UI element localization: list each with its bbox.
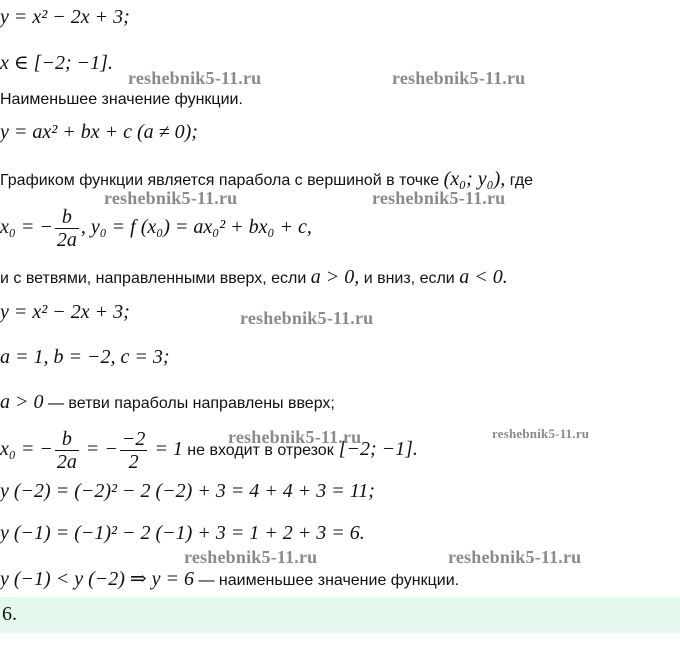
vertex-formula xyxy=(0,206,312,251)
vertex-text: Графиком функции является парабола с вершиной в точке xyxy=(0,172,440,189)
interval: x ∈ [−2; −1]. xyxy=(0,52,113,74)
value-at-minus-2: y (−2) = (−2)² − 2 (−2) + 3 = 4 + 4 + 3 = 11; xyxy=(0,480,375,502)
branches-statement xyxy=(0,266,508,290)
watermark: reshebnik5-11.ru xyxy=(392,68,526,88)
fraction-numerator: b xyxy=(55,428,79,451)
watermark: reshebnik5-11.ru xyxy=(448,547,582,567)
conclusion xyxy=(0,568,459,592)
vertex-point: (x₀; y₀), xyxy=(443,168,506,190)
answer-box xyxy=(0,597,680,633)
x0-value: = 1 xyxy=(149,438,183,461)
not-in-interval-text: не входит в отрезок xyxy=(182,442,334,460)
comparison: y (−1) < y (−2) ⇒ y = 6 xyxy=(0,568,195,590)
branches-text-c: и вниз, если xyxy=(363,270,455,287)
watermark: reshebnik5-11.ru xyxy=(184,547,318,567)
watermark: reshebnik5-11.ru xyxy=(492,426,590,441)
function-restated: y = x² − 2x + 3; xyxy=(0,301,130,323)
branches-text-a: и с ветвями, направленными вверх, если xyxy=(0,270,307,287)
task-label: Наименьшее значение функции. xyxy=(0,91,243,108)
fraction-denominator: 2a xyxy=(56,451,77,473)
general-quadratic: y = ax² + bx + c (a ≠ 0); xyxy=(0,121,198,143)
function-definition: y = x² − 2x + 3; xyxy=(0,6,130,28)
x0-lhs: x₀ = − xyxy=(0,438,53,461)
fraction-numerator: b xyxy=(55,206,79,229)
branches-up-text: — ветви параболы направлены вверх; xyxy=(43,395,335,412)
fraction-denominator: 2 xyxy=(128,451,139,473)
interval-repeat: [−2; −1]. xyxy=(338,438,418,461)
watermark: reshebnik5-11.ru xyxy=(372,188,506,208)
watermark: reshebnik5-11.ru xyxy=(128,68,262,88)
vertex-y-rhs: , y₀ = f (x₀) = ax₀² + bx₀ + c, xyxy=(80,216,312,239)
watermark: reshebnik5-11.ru xyxy=(240,308,374,328)
watermark: reshebnik5-11.ru xyxy=(228,427,362,447)
fraction-numerator: −2 xyxy=(121,428,146,450)
conclusion-text: — наименьшее значение функции. xyxy=(194,572,460,589)
coefficients: a = 1, b = −2, c = 3; xyxy=(0,346,170,368)
a-positive: a > 0 xyxy=(0,391,44,413)
answer-value: 6. xyxy=(2,603,17,625)
value-at-minus-1: y (−1) = (−1)² − 2 (−1) + 3 = 1 + 2 + 3 = 6. xyxy=(0,522,365,544)
fraction-denominator: 2a xyxy=(56,229,77,251)
branches-cond-up: a > 0, xyxy=(310,266,360,288)
vertex-x-lhs: x₀ = − xyxy=(0,216,53,239)
branches-conclusion xyxy=(0,391,335,415)
watermark: reshebnik5-11.ru xyxy=(104,188,238,208)
fraction-b-2a xyxy=(55,206,79,251)
fraction-minus2-2 xyxy=(120,428,148,473)
x0-mid: = − xyxy=(80,438,118,461)
branches-cond-down: a < 0. xyxy=(459,266,508,288)
fraction-b-2a xyxy=(55,428,79,473)
vertex-tail: где xyxy=(509,172,534,189)
